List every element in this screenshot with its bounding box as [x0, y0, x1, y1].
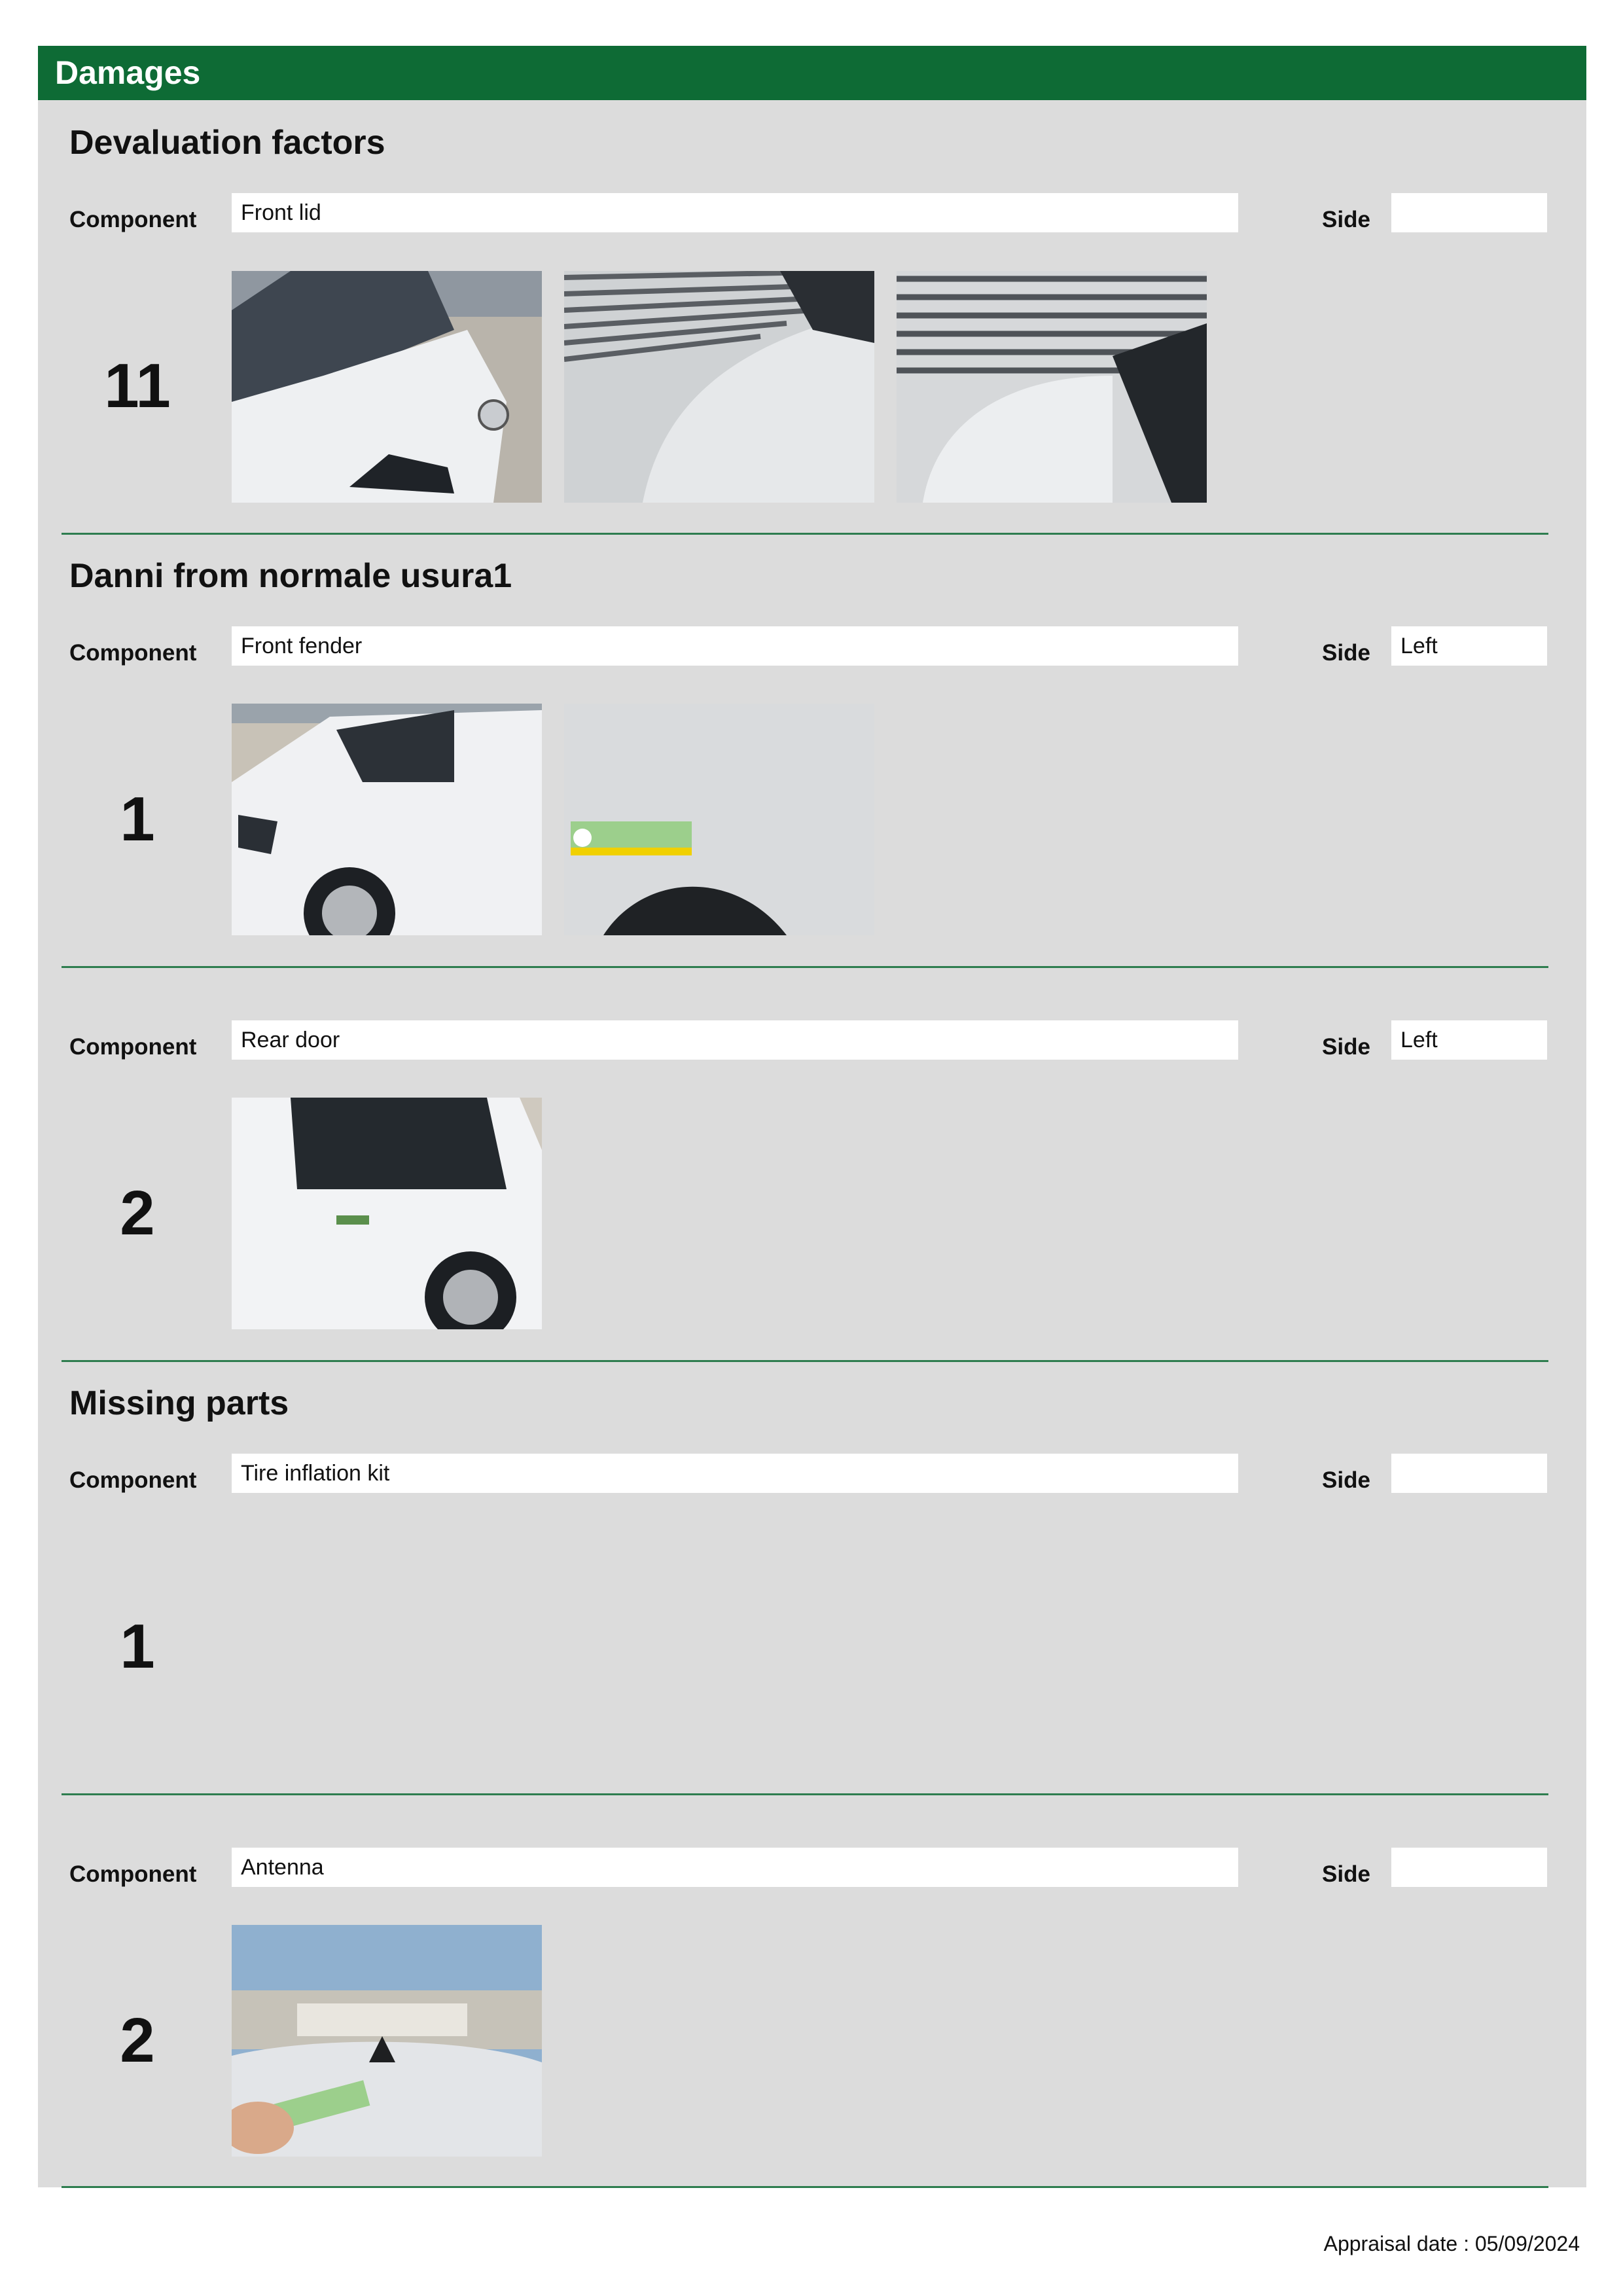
side-label: Side [1322, 207, 1370, 232]
component-field: Tire inflation kit [232, 1454, 1238, 1493]
component-field: Front fender [232, 626, 1238, 666]
damage-count: 1 [120, 1611, 155, 1681]
side-field: Left [1391, 626, 1547, 666]
section-title-normal-wear: Danni from normale usura1 [69, 557, 512, 595]
damages-header: Damages [38, 46, 1586, 100]
appraisal-date: Appraisal date : 05/09/2024 [1323, 2232, 1580, 2255]
side-label: Side [1322, 1861, 1370, 1887]
section-divider [62, 1360, 1548, 1362]
damage-photo[interactable] [232, 704, 542, 935]
damage-photo[interactable] [564, 704, 874, 935]
component-field: Rear door [232, 1020, 1238, 1060]
damage-count: 1 [120, 784, 155, 854]
damage-photo[interactable] [897, 271, 1207, 503]
damage-photo[interactable] [232, 1925, 542, 2157]
component-label: Component [69, 640, 197, 666]
component-label: Component [69, 1861, 197, 1887]
damage-count: 2 [120, 1178, 155, 1248]
side-field [1391, 193, 1547, 232]
section-divider [62, 966, 1548, 968]
section-divider [62, 533, 1548, 535]
section-title-missing: Missing parts [69, 1384, 289, 1422]
side-label: Side [1322, 1467, 1370, 1493]
section-title-devaluation: Devaluation factors [69, 124, 385, 162]
component-label: Component [69, 207, 197, 232]
side-label: Side [1322, 1034, 1370, 1060]
component-field: Antenna [232, 1848, 1238, 1887]
side-field: Left [1391, 1020, 1547, 1060]
damage-count: 11 [104, 351, 171, 421]
component-label: Component [69, 1467, 197, 1493]
damage-count: 2 [120, 2005, 155, 2075]
damage-photo[interactable] [564, 271, 874, 503]
side-field [1391, 1454, 1547, 1493]
section-divider [62, 1793, 1548, 1795]
section-divider [62, 2186, 1548, 2188]
side-field [1391, 1848, 1547, 1887]
damage-photo[interactable] [232, 1098, 542, 1329]
damage-photo[interactable] [232, 271, 542, 503]
component-field: Front lid [232, 193, 1238, 232]
side-label: Side [1322, 640, 1370, 666]
component-label: Component [69, 1034, 197, 1060]
